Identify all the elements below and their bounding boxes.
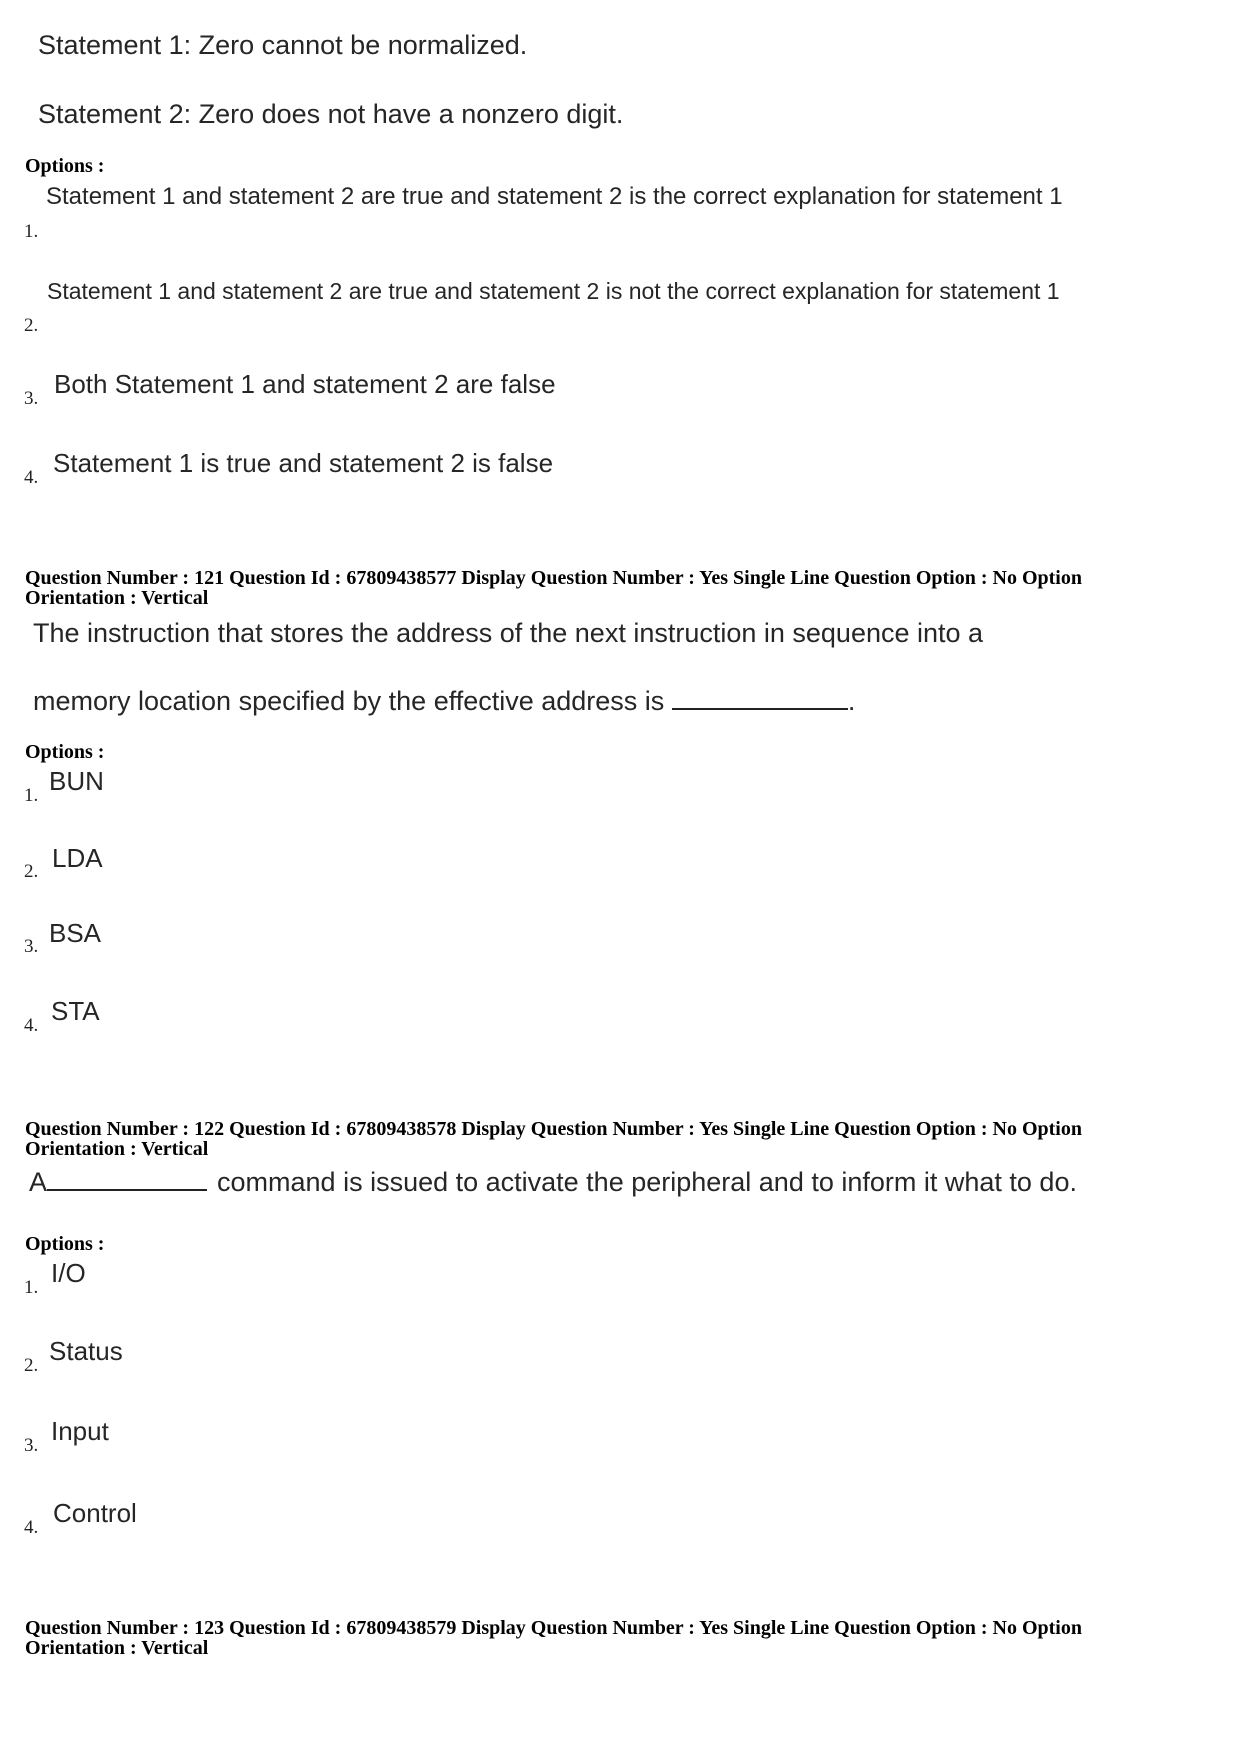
option-text: STA bbox=[51, 996, 100, 1026]
question-meta: Orientation : Vertical bbox=[25, 1138, 209, 1160]
option-number: 3. bbox=[24, 936, 39, 957]
option-text: BUN bbox=[49, 766, 104, 796]
option-number: 4. bbox=[24, 1015, 39, 1036]
question-text: The instruction that stores the address of the next instruction in sequence into a bbox=[33, 618, 984, 648]
option-text: Both Statement 1 and statement 2 are false bbox=[54, 369, 556, 399]
question-meta: Orientation : Vertical bbox=[25, 1637, 209, 1659]
option-number: 1. bbox=[24, 221, 39, 242]
question-text bbox=[33, 686, 855, 717]
option-number: 4. bbox=[24, 1517, 39, 1538]
answer-blank bbox=[47, 1189, 207, 1191]
question-meta: Question Number : 122 Question Id : 67809438578 Display Question Number : Yes Single Line Question Option : No Option bbox=[25, 1118, 1082, 1140]
question-text bbox=[29, 1167, 1077, 1198]
option-text: Statement 1 and statement 2 are true and statement 2 is not the correct explanation for statement 1 bbox=[47, 278, 1060, 304]
question-meta: Question Number : 121 Question Id : 67809438577 Display Question Number : Yes Single Line Question Option : No Option bbox=[25, 567, 1082, 589]
option-text: LDA bbox=[52, 843, 103, 873]
question-text-part: . bbox=[847, 686, 856, 716]
question-meta: Question Number : 123 Question Id : 67809438579 Display Question Number : Yes Single Line Question Option : No Option bbox=[25, 1617, 1082, 1639]
option-number: 2. bbox=[24, 315, 39, 336]
question-meta: Orientation : Vertical bbox=[25, 587, 209, 609]
option-number: 1. bbox=[24, 1277, 39, 1298]
question-text-part: memory location specified by the effective address is bbox=[33, 686, 665, 716]
options-label: Options : bbox=[25, 1233, 105, 1255]
statement-1: Statement 1: Zero cannot be normalized. bbox=[38, 30, 528, 60]
option-text: I/O bbox=[51, 1258, 86, 1288]
option-number: 2. bbox=[24, 861, 39, 882]
option-text: Status bbox=[49, 1336, 123, 1366]
option-number: 4. bbox=[24, 467, 39, 488]
option-number: 1. bbox=[24, 785, 39, 806]
option-number: 2. bbox=[24, 1355, 39, 1376]
answer-blank bbox=[672, 708, 848, 710]
options-label: Options : bbox=[25, 155, 105, 177]
option-text: Input bbox=[51, 1416, 109, 1446]
option-text: Control bbox=[53, 1498, 137, 1528]
option-text: Statement 1 and statement 2 are true and statement 2 is the correct explanation for statement 1 bbox=[46, 183, 1063, 210]
options-label: Options : bbox=[25, 741, 105, 763]
option-text: Statement 1 is true and statement 2 is false bbox=[53, 448, 554, 478]
question-text-part: A bbox=[29, 1167, 48, 1197]
option-text: BSA bbox=[49, 918, 102, 948]
option-number: 3. bbox=[24, 388, 39, 409]
question-text-part: command is issued to activate the peripheral and to inform it what to do. bbox=[217, 1167, 1077, 1197]
option-number: 3. bbox=[24, 1435, 39, 1456]
statement-2: Statement 2: Zero does not have a nonzero digit. bbox=[38, 99, 624, 129]
